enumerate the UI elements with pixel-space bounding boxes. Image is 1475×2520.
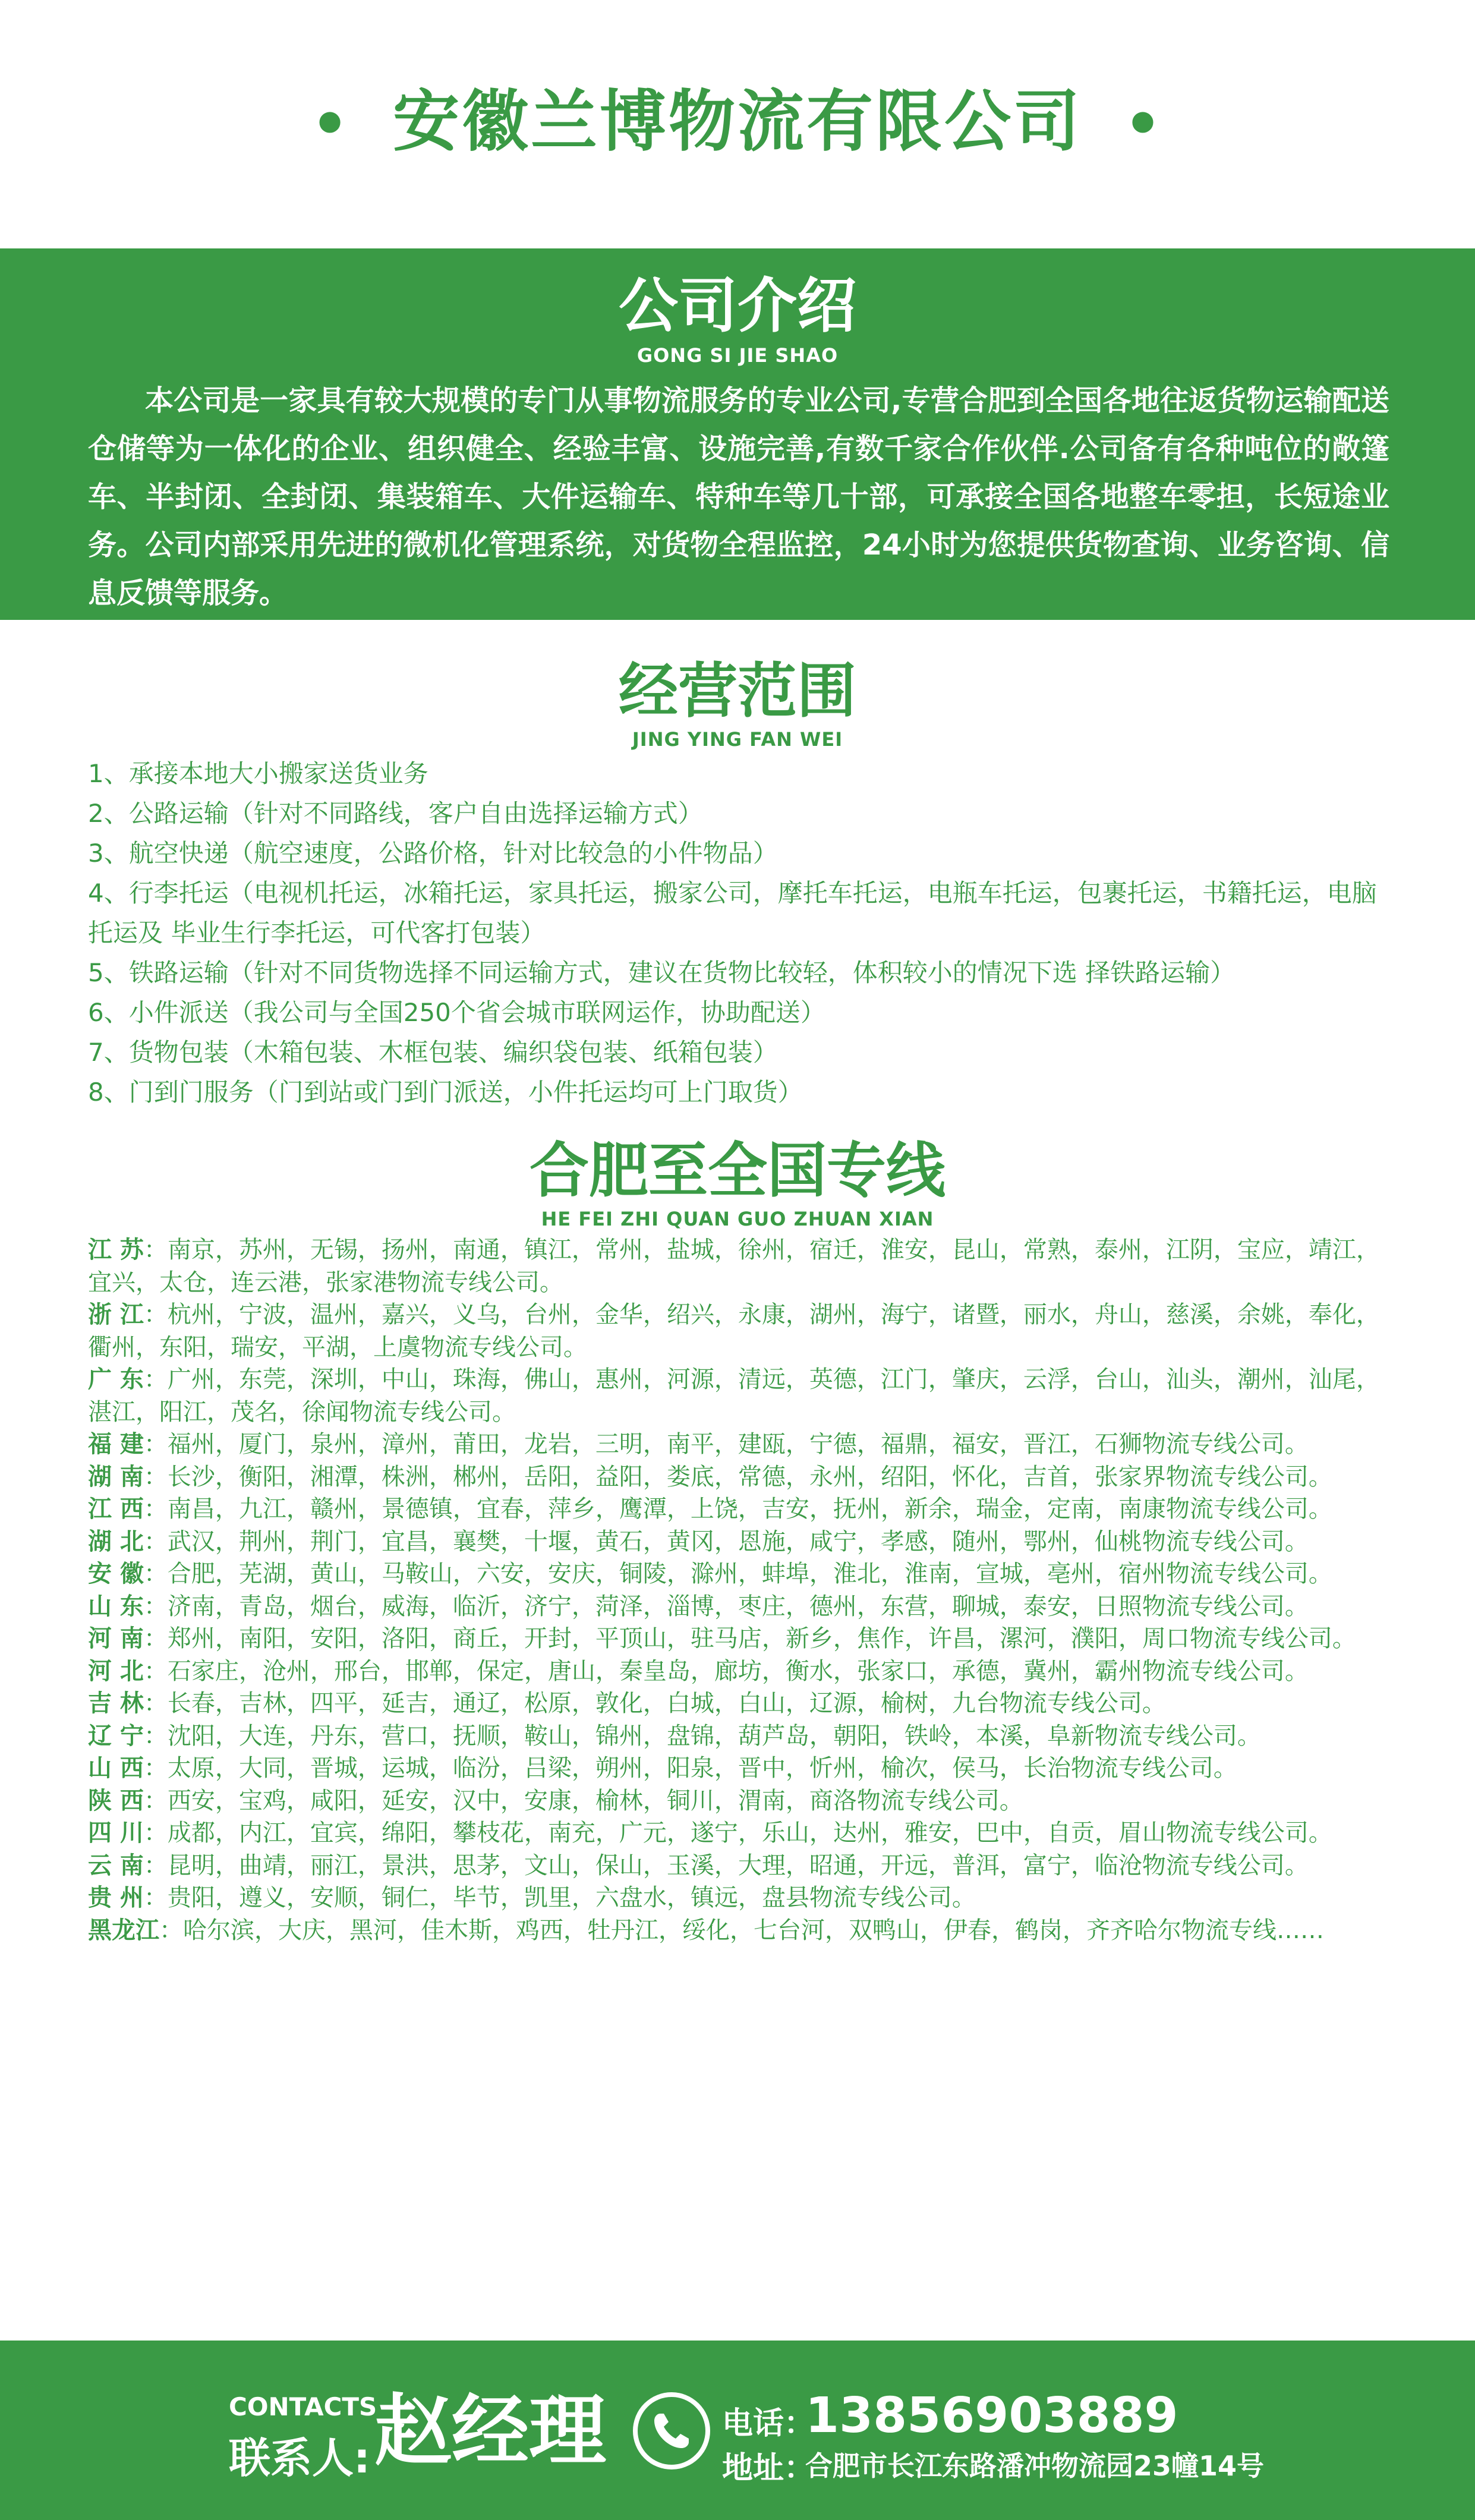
province-label: 浙 江 xyxy=(88,1301,144,1328)
province-label: 河 北 xyxy=(88,1657,144,1685)
list-item: 4、行李托运（电视机托运，冰箱托运，家具托运，搬家公司，摩托车托运，电瓶车托运，包裹托运，书籍托运，电脑托运及 毕业生行李托运，可代客打包装） xyxy=(88,878,1377,947)
contacts-label: CONTACTS xyxy=(229,2392,377,2421)
list-item xyxy=(88,1558,1389,1590)
list-item: 6、小件派送（我公司与全国250个省会城市联网运作，协助配送） xyxy=(88,998,825,1027)
province-cities: ：成都，内江，宜宾，绵阳，攀枝花，南充，广元，遂宁，乐山，达州，雅安，巴中，自贡，眉山物流专线公司。 xyxy=(143,1819,1332,1847)
list-item: 3、航空快递（航空速度，公路价格，针对比较急的小件物品） xyxy=(88,839,778,868)
province-cities: ：杭州，宁波，温州，嘉兴，义乌，台州，金华，绍兴，永康，湖州，海宁，诸暨，丽水，舟山，慈溪，余姚，奉化，衢州，东阳，瑞安，平湖，上虞物流专线公司。 xyxy=(88,1301,1380,1361)
province-label: 四 川 xyxy=(88,1819,144,1847)
province-label: 吉 林 xyxy=(88,1690,144,1717)
scope-list xyxy=(88,754,1389,1112)
province-label: 河 南 xyxy=(88,1625,144,1652)
list-item xyxy=(88,1720,1389,1753)
contact-name: 赵经理 xyxy=(374,2386,607,2476)
scope-title: 经营范围 xyxy=(619,656,856,726)
lines-list xyxy=(88,1234,1389,1946)
province-label: 山 西 xyxy=(88,1754,144,1782)
province-cities: ：广州，东莞，深圳，中山，珠海，佛山，惠州，河源，清远，英德，江门，肇庆，云浮，台山，汕头，潮州，汕尾，湛江，阳江，茂名，徐闻物流专线公司。 xyxy=(88,1366,1380,1426)
province-cities: ：南京，苏州，无锡，扬州，南通，镇江，常州，盐城，徐州，宿迁，淮安，昆山，常熟，泰州，江阴，宝应，靖江，宜兴，太仓，连云港，张家港物流专线公司。 xyxy=(88,1236,1380,1296)
province-label: 陕 西 xyxy=(88,1787,144,1815)
province-cities: ：西安，宝鸡，咸阳，延安，汉中，安康，榆林，铜川，渭南，商洛物流专线公司。 xyxy=(143,1787,1023,1815)
province-cities: ：南昌，九江，赣州，景德镇，宜春，萍乡，鹰潭，上饶，吉安，抚州，新余，瑞金，定南，南康物流专线公司。 xyxy=(143,1495,1332,1523)
province-label: 江 苏 xyxy=(88,1236,144,1264)
lines-pinyin: HE FEI ZHI QUAN GUO ZHUAN XIAN xyxy=(541,1208,934,1230)
title-bullet-right: • xyxy=(1124,89,1164,159)
list-item xyxy=(88,1299,1389,1363)
province-cities: ：贵阳，遵义，安顺，铜仁，毕节，凯里，六盘水，镇远，盘县物流专线公司。 xyxy=(143,1884,976,1911)
list-item: 8、门到门服务（门到站或门到门派送，小件托运均可上门取货） xyxy=(88,1078,803,1107)
province-label: 辽 宁 xyxy=(88,1722,144,1750)
list-item: 7、货物包装（木箱包装、木框包装、编织袋包装、纸箱包装） xyxy=(88,1038,778,1067)
province-cities: ：长沙，衡阳，湘潭，株洲，郴州，岳阳，益阳，娄底，常德，永州，绍阳，怀化，吉首，张家界物流专线公司。 xyxy=(143,1463,1332,1491)
intro-title: 公司介绍 xyxy=(619,271,856,341)
list-item xyxy=(88,1461,1389,1494)
scope-pinyin: JING YING FAN WEI xyxy=(632,728,843,751)
intro-pinyin: GONG SI JIE SHAO xyxy=(636,344,839,367)
province-label: 云 南 xyxy=(88,1851,144,1879)
list-item: 1、承接本地大小搬家送货业务 xyxy=(88,759,428,788)
list-item xyxy=(88,1785,1389,1817)
company-name: 安徽兰博物流有限公司 xyxy=(393,83,1082,160)
list-item xyxy=(88,1882,1389,1914)
phone-icon xyxy=(633,2392,710,2469)
province-label: 安 徽 xyxy=(88,1560,144,1587)
title-bullet-left: • xyxy=(311,89,351,159)
list-item xyxy=(88,1590,1389,1623)
province-label: 山 东 xyxy=(88,1592,144,1620)
company-title xyxy=(0,77,1475,169)
list-item xyxy=(88,1234,1389,1299)
province-cities: ：郑州，南阳，安阳，洛阳，商丘，开封，平顶山，驻马店，新乡，焦作，许昌，漯河，濮阳，周口物流专线公司。 xyxy=(143,1625,1356,1652)
province-label: 黑龙江 xyxy=(88,1916,159,1944)
contact-person-label: 联系人: xyxy=(229,2434,370,2483)
province-label: 湖 北 xyxy=(88,1527,144,1555)
province-cities: ：哈尔滨，大庆，黑河，佳木斯，鸡西，牡丹江，绥化，七台河，双鸭山，伊春，鹤岗，齐齐哈尔物流专线…… xyxy=(159,1916,1324,1944)
province-cities: ：太原，大同，晋城，运城，临汾，吕梁，朔州，阳泉，晋中，忻州，榆次，侯马，长治物流专线公司。 xyxy=(143,1754,1237,1782)
province-cities: ：武汉，荆州，荆门，宜昌，襄樊，十堰，黄石，黄冈，恩施，咸宁，孝感，随州，鄂州，仙桃物流专线公司。 xyxy=(143,1527,1309,1555)
list-item xyxy=(88,1752,1389,1785)
province-cities: ：石家庄，沧州，邢台，邯郸，保定，唐山，秦皇岛，廊坊，衡水，张家口，承德，冀州，霸州物流专线公司。 xyxy=(143,1657,1309,1685)
list-item xyxy=(88,1817,1389,1850)
province-cities: ：济南，青岛，烟台，威海，临沂，济宁，菏泽，淄博，枣庄，德州，东营，聊城，泰安，日照物流专线公司。 xyxy=(143,1592,1309,1620)
province-label: 贵 州 xyxy=(88,1884,144,1911)
list-item xyxy=(88,1914,1389,1947)
list-item: 2、公路运输（针对不同路线，客户自由选择运输方式） xyxy=(88,799,703,828)
province-cities: ：长春，吉林，四平，延吉，通辽，松原，敦化，白城，白山，辽源，榆树，九台物流专线公司。 xyxy=(143,1690,1166,1717)
list-item xyxy=(88,1850,1389,1882)
province-cities: ：昆明，曲靖，丽江，景洪，思茅，文山，保山，玉溪，大理，昭通，开远，普洱，富宁，临沧物流专线公司。 xyxy=(143,1851,1309,1879)
list-item xyxy=(88,1623,1389,1655)
list-item xyxy=(88,1687,1389,1720)
province-label: 福 建 xyxy=(88,1431,144,1458)
list-item xyxy=(88,1526,1389,1558)
province-cities: ：合肥，芜湖，黄山，马鞍山，六安，安庆，铜陵，滁州，蚌埠，淮北，淮南，宣城，亳州，宿州物流专线公司。 xyxy=(143,1560,1332,1587)
list-item xyxy=(88,1363,1389,1428)
province-label: 广 东 xyxy=(88,1366,144,1393)
province-label: 江 西 xyxy=(88,1495,144,1523)
address-label: 地址： xyxy=(722,2450,815,2486)
list-item xyxy=(88,1493,1389,1526)
list-item: 5、铁路运输（针对不同货物选择不同运输方式，建议在货物比较轻，体积较小的情况下选 择铁路运输） xyxy=(88,958,1236,987)
province-cities: ：沈阳，大连，丹东，营口，抚顺，鞍山，锦州，盘锦，葫芦岛，朝阳，铁岭，本溪，阜新物流专线公司。 xyxy=(143,1722,1261,1750)
lines-title: 合肥至全国专线 xyxy=(530,1136,945,1205)
phone-number[interactable]: 13856903889 xyxy=(805,2387,1178,2444)
address-value: 合肥市长江东路潘冲物流园23幢14号 xyxy=(805,2450,1265,2482)
phone-label: 电话： xyxy=(722,2406,815,2442)
list-item xyxy=(88,1655,1389,1688)
intro-text: 本公司是一家具有较大规模的专门从事物流服务的专业公司,专营合肥到全国各地往返货物运输配送仓储等为一体化的企业、组织健全、经验丰富、设施完善,有数千家合作伙伴.公司备有各种吨位的敞篷车、半封闭、全封闭、集装箱车、大件运输车、特种车等几十部，可承接全国各地整车零担，长短途业务。公司内部采用先进的微机化管理系统，对货物全程监控，24小时为您提供货物查询、业务咨询、信息反馈等服务。 xyxy=(88,384,1389,610)
list-item xyxy=(88,1428,1389,1461)
province-label: 湖 南 xyxy=(88,1463,144,1491)
province-cities: ：福州，厦门，泉州，漳州，莆田，龙岩，三明，南平，建瓯，宁德，福鼎，福安，晋江，石狮物流专线公司。 xyxy=(143,1431,1309,1458)
